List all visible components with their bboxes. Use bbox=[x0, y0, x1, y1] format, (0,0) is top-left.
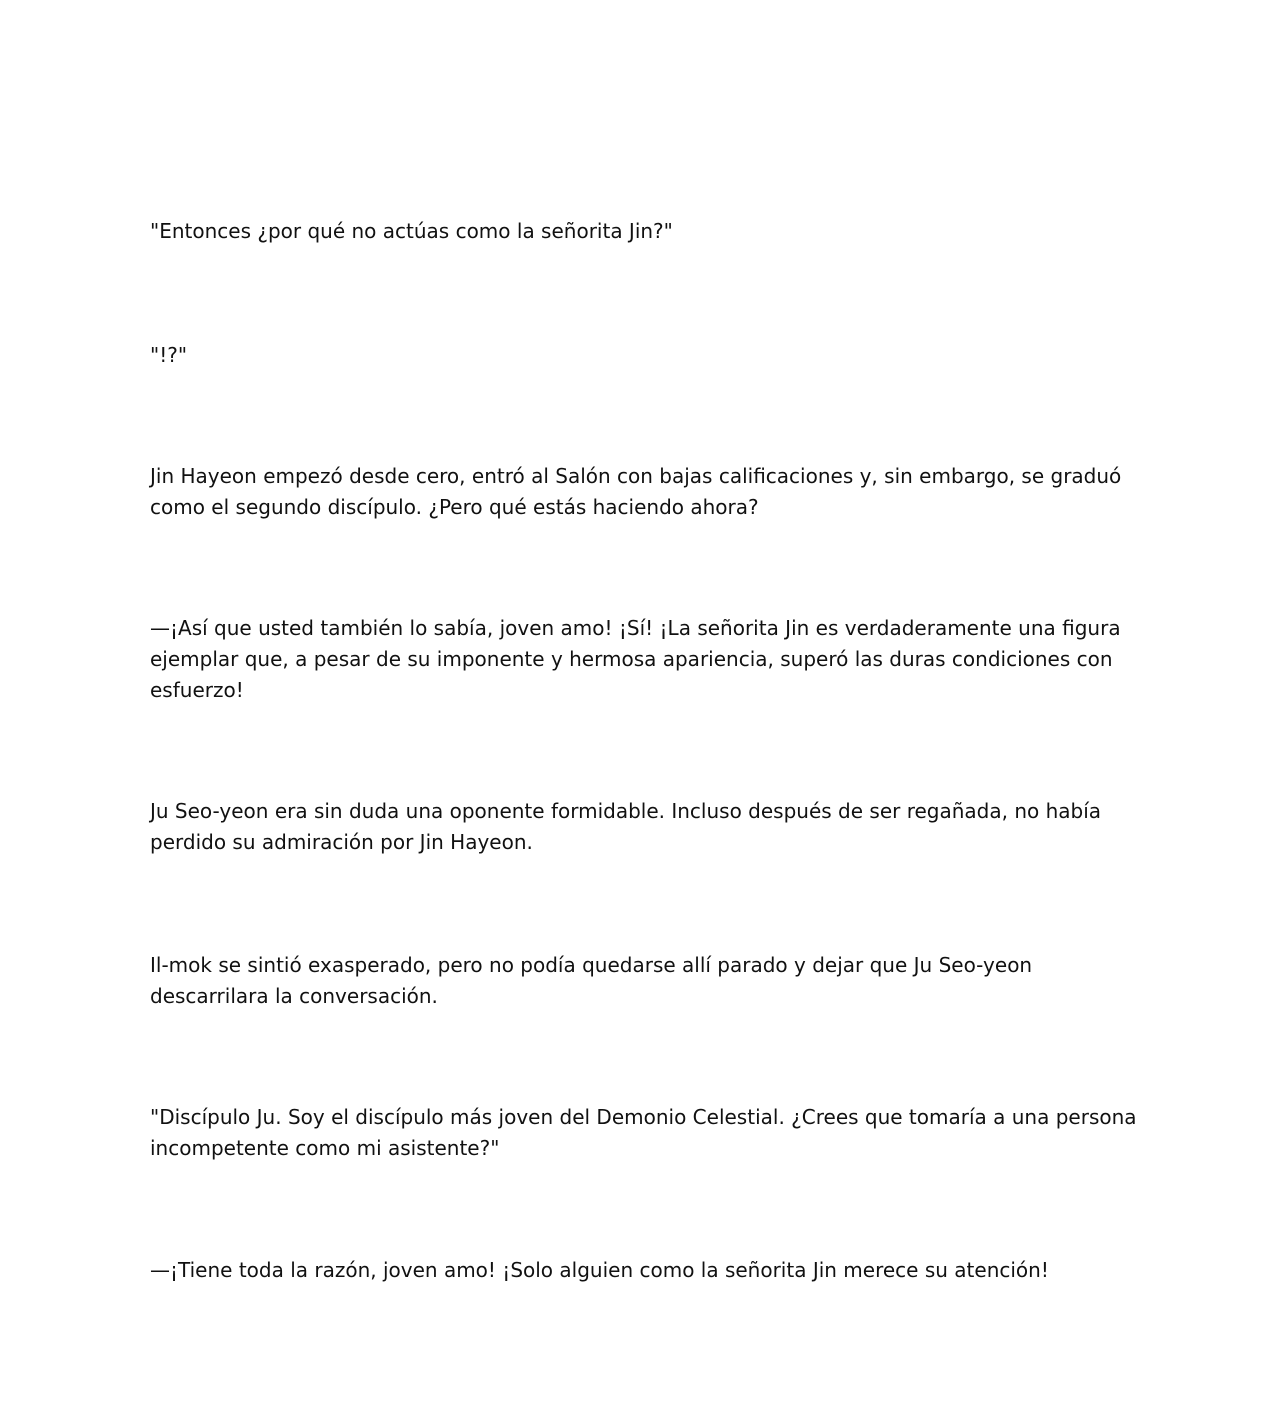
paragraph-dialogue: "Entonces ¿por qué no actúas como la señorita Jin?" bbox=[150, 219, 673, 243]
paragraph-dialogue: —¡Tiene toda la razón, joven amo! ¡Solo alguien como la señorita Jin merece su atención! bbox=[150, 1258, 1049, 1282]
paragraph-narration: Jin Hayeon empezó desde cero, entró al Salón con bajas calificaciones y, sin embargo, se graduó como el segundo discípulo. ¿Pero qué estás haciendo ahora? bbox=[150, 464, 1122, 519]
paragraph-dialogue: "!?" bbox=[150, 343, 188, 367]
paragraph-dialogue: "Discípulo Ju. Soy el discípulo más joven del Demonio Celestial. ¿Crees que tomaría a una persona incompetente como mi asistente?" bbox=[150, 1105, 1137, 1160]
paragraph-narration: Ju Seo-yeon era sin duda una oponente formidable. Incluso después de ser regañada, no había perdido su admiración por Jin Hayeon. bbox=[150, 799, 1102, 854]
paragraph-dialogue: —¡Así que usted también lo sabía, joven amo! ¡Sí! ¡La señorita Jin es verdaderamente una figura ejemplar que, a pesar de su imponente y hermosa apariencia, superó las duras condiciones con esfuerzo! bbox=[150, 616, 1121, 702]
paragraph-narration: Il-mok se sintió exasperado, pero no podía quedarse allí parado y dejar que Ju Seo-yeon descarrilara la conversación. bbox=[150, 953, 1033, 1008]
